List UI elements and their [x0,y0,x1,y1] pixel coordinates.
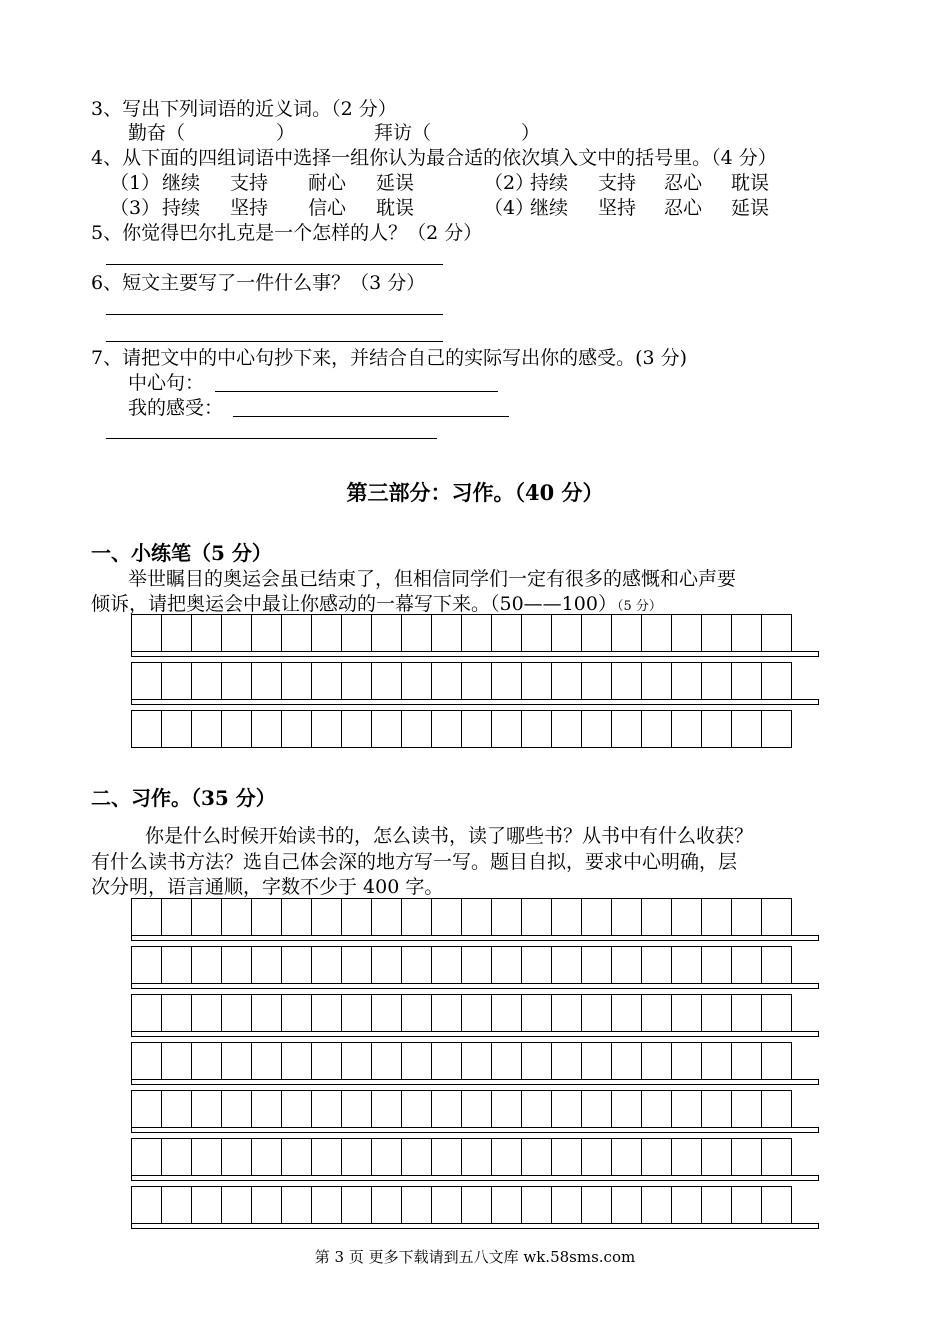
grid-cell[interactable] [701,1138,732,1176]
grid-cell[interactable] [221,662,252,700]
q4-option-1-word-3: 耐心 [308,172,347,194]
grid-cell[interactable] [761,1138,792,1176]
q7-feeling-line-1[interactable] [233,416,509,417]
grid-cell[interactable] [131,1042,162,1080]
q4-option-3-label: （3） [110,197,161,219]
grid-cell[interactable] [521,946,552,984]
grid-cell[interactable] [461,662,492,700]
grid-row [131,710,791,748]
grid-cell[interactable] [521,1090,552,1128]
grid-cell[interactable] [551,994,582,1032]
q4-option-2-label: （2） [484,172,535,194]
grid-cell[interactable] [731,898,762,936]
grid-cell[interactable] [701,1186,732,1224]
q6-answer-line-1[interactable] [106,314,443,315]
grid-cell[interactable] [221,946,252,984]
grid-cell[interactable] [401,898,432,936]
grid-row-separator [131,1175,819,1181]
grid-cell[interactable] [491,898,522,936]
grid-cell[interactable] [251,614,282,652]
grid-cell[interactable] [581,1090,612,1128]
q3-item-1-close: ） [276,122,296,144]
grid-cell[interactable] [311,1138,342,1176]
q3-item-1: 勤奋（ [128,122,186,144]
grid-cell[interactable] [281,1186,312,1224]
grid-row-separator [131,983,819,989]
question-5: 5、你觉得巴尔扎克是一个怎样的人？（2 分） [91,222,483,244]
q3-item-2-close: ） [521,122,541,144]
q4-option-3-word-2: 坚持 [230,197,269,219]
grid-cell[interactable] [761,1090,792,1128]
grid-cell[interactable] [131,662,162,700]
grid-cell[interactable] [581,710,612,748]
grid-cell[interactable] [401,614,432,652]
grid-cell[interactable] [671,946,702,984]
grid-cell[interactable] [191,614,222,652]
part-3-title: 第三部分：习作。（40 分） [346,480,604,505]
grid-cell[interactable] [461,710,492,748]
grid-cell[interactable] [461,1090,492,1128]
grid-cell[interactable] [611,710,642,748]
grid-cell[interactable] [131,614,162,652]
grid-row [131,946,791,984]
grid-cell[interactable] [191,662,222,700]
grid-cell[interactable] [161,1138,192,1176]
grid-cell[interactable] [731,1042,762,1080]
grid-cell[interactable] [221,1090,252,1128]
grid-cell[interactable] [371,1090,402,1128]
grid-cell[interactable] [161,1090,192,1128]
grid-row [131,1186,791,1224]
grid-cell[interactable] [401,1042,432,1080]
grid-cell[interactable] [371,662,402,700]
grid-cell[interactable] [551,1042,582,1080]
q4-option-1-word-4: 延误 [376,172,415,194]
grid-cell[interactable] [551,614,582,652]
grid-cell[interactable] [611,662,642,700]
grid-cell[interactable] [371,1186,402,1224]
question-4: 4、从下面的四组词语中选择一组你认为最合适的依次填入文中的括号里。（4 分） [91,147,777,169]
grid-cell[interactable] [581,898,612,936]
grid-cell[interactable] [401,994,432,1032]
grid-cell[interactable] [431,662,462,700]
grid-cell[interactable] [311,1186,342,1224]
grid-cell[interactable] [611,1042,642,1080]
q4-option-4-word-4: 延误 [731,197,770,219]
q4-option-4-word-3: 忍心 [664,197,703,219]
grid-cell[interactable] [431,1138,462,1176]
grid-cell[interactable] [551,1138,582,1176]
section-1-points: （5 分） [616,599,662,614]
grid-cell[interactable] [491,946,522,984]
grid-cell[interactable] [701,994,732,1032]
grid-cell[interactable] [491,1042,522,1080]
grid-cell[interactable] [431,898,462,936]
grid-cell[interactable] [671,994,702,1032]
grid-cell[interactable] [641,1138,672,1176]
grid-cell[interactable] [551,1090,582,1128]
grid-cell[interactable] [521,710,552,748]
section-2-line-2: 有什么读书方法？选自己体会深的地方写一写。题目自拟，要求中心明确，层 [91,851,738,873]
grid-cell[interactable] [461,994,492,1032]
grid-cell[interactable] [551,710,582,748]
grid-cell[interactable] [641,614,672,652]
q7-central-line[interactable] [215,391,498,392]
grid-cell[interactable] [131,1186,162,1224]
grid-row [131,662,791,700]
grid-cell[interactable] [281,946,312,984]
grid-cell[interactable] [131,898,162,936]
grid-cell[interactable] [251,662,282,700]
grid-cell[interactable] [191,1042,222,1080]
q7-feeling-line-2[interactable] [106,438,437,439]
grid-cell[interactable] [521,1042,552,1080]
grid-cell[interactable] [401,662,432,700]
grid-cell[interactable] [581,1042,612,1080]
grid-cell[interactable] [431,1090,462,1128]
grid-cell[interactable] [371,946,402,984]
page-footer: 第 3 页 更多下载请到五八文库 wk.58sms.com [314,1248,636,1266]
grid-cell[interactable] [251,1042,282,1080]
grid-row-separator [131,1031,819,1037]
grid-cell[interactable] [581,946,612,984]
grid-cell[interactable] [581,662,612,700]
q4-option-row-1 [0,171,950,195]
question-6: 6、短文主要写了一件什么事？（3 分） [91,272,426,294]
grid-cell[interactable] [131,710,162,748]
q5-answer-line[interactable] [106,264,443,265]
grid-cell[interactable] [221,614,252,652]
grid-cell[interactable] [611,1090,642,1128]
grid-cell[interactable] [371,1138,402,1176]
grid-cell[interactable] [221,1042,252,1080]
grid-cell[interactable] [731,946,762,984]
grid-cell[interactable] [281,1042,312,1080]
grid-cell[interactable] [341,710,372,748]
grid-cell[interactable] [191,946,222,984]
grid-cell[interactable] [581,1138,612,1176]
grid-cell[interactable] [161,614,192,652]
grid-cell[interactable] [191,1090,222,1128]
grid-cell[interactable] [641,994,672,1032]
grid-cell[interactable] [371,614,402,652]
grid-cell[interactable] [371,1042,402,1080]
grid-cell[interactable] [461,946,492,984]
grid-row-separator [131,1079,819,1085]
grid-row-separator [131,1127,819,1133]
grid-cell[interactable] [671,710,702,748]
grid-cell[interactable] [131,994,162,1032]
grid-cell[interactable] [221,1186,252,1224]
grid-cell[interactable] [161,662,192,700]
grid-cell[interactable] [311,898,342,936]
grid-cell[interactable] [161,1042,192,1080]
grid-cell[interactable] [551,898,582,936]
grid-cell[interactable] [731,662,762,700]
grid-cell[interactable] [431,1186,462,1224]
grid-row-separator [131,651,819,657]
section-1-line-1: 举世瞩目的奥运会虽已结束了，但相信同学们一定有很多的感慨和心声要 [128,568,737,590]
grid-cell[interactable] [461,1042,492,1080]
grid-cell[interactable] [371,994,402,1032]
grid-row [131,994,791,1032]
grid-cell[interactable] [671,1042,702,1080]
grid-row-separator [131,699,819,705]
q4-option-1-word-2: 支持 [230,172,269,194]
grid-cell[interactable] [191,994,222,1032]
grid-cell[interactable] [251,898,282,936]
grid-cell[interactable] [671,898,702,936]
grid-cell[interactable] [761,662,792,700]
grid-cell[interactable] [581,994,612,1032]
grid-cell[interactable] [521,1186,552,1224]
q4-option-4-word-2: 坚持 [598,197,637,219]
grid-cell[interactable] [341,614,372,652]
q4-option-3-word-3: 信心 [308,197,347,219]
grid-cell[interactable] [431,614,462,652]
grid-cell[interactable] [341,1186,372,1224]
grid-row [131,1090,791,1128]
grid-cell[interactable] [491,1090,522,1128]
grid-cell[interactable] [671,1090,702,1128]
grid-cell[interactable] [311,614,342,652]
grid-cell[interactable] [701,898,732,936]
q4-option-3-word-1: 持续 [162,197,201,219]
grid-row [131,614,791,652]
grid-cell[interactable] [521,994,552,1032]
grid-cell[interactable] [311,1090,342,1128]
grid-cell[interactable] [491,662,522,700]
grid-cell[interactable] [761,994,792,1032]
grid-cell[interactable] [221,898,252,936]
grid-cell[interactable] [311,994,342,1032]
grid-cell[interactable] [161,994,192,1032]
grid-cell[interactable] [191,710,222,748]
grid-cell[interactable] [371,898,402,936]
grid-cell[interactable] [671,1138,702,1176]
q4-option-2-word-4: 耽误 [731,172,770,194]
q4-option-1-label: （1） [110,172,161,194]
grid-cell[interactable] [641,1186,672,1224]
grid-cell[interactable] [761,898,792,936]
grid-cell[interactable] [761,1186,792,1224]
question-7: 7、请把文中的中心句抄下来，并结合自己的实际写出你的感受。(3 分) [91,347,688,369]
grid-cell[interactable] [761,1042,792,1080]
grid-cell[interactable] [191,1138,222,1176]
grid-cell[interactable] [491,1138,522,1176]
grid-cell[interactable] [461,898,492,936]
grid-cell[interactable] [161,898,192,936]
grid-cell[interactable] [551,1186,582,1224]
section-2-heading: 二、习作。（35 分） [91,786,276,810]
grid-cell[interactable] [731,1090,762,1128]
grid-cell[interactable] [431,946,462,984]
grid-cell[interactable] [731,1138,762,1176]
grid-cell[interactable] [701,1090,732,1128]
grid-cell[interactable] [761,710,792,748]
grid-cell[interactable] [281,662,312,700]
grid-cell[interactable] [611,898,642,936]
grid-cell[interactable] [611,994,642,1032]
grid-cell[interactable] [341,1090,372,1128]
question-3: 3、写出下列词语的近义词。（2 分） [91,98,397,120]
grid-cell[interactable] [311,662,342,700]
grid-cell[interactable] [401,710,432,748]
grid-cell[interactable] [671,1186,702,1224]
grid-cell[interactable] [311,1042,342,1080]
grid-cell[interactable] [281,1090,312,1128]
grid-cell[interactable] [281,614,312,652]
grid-cell[interactable] [731,614,762,652]
grid-cell[interactable] [581,1186,612,1224]
q6-answer-line-2[interactable] [106,341,443,342]
grid-cell[interactable] [281,898,312,936]
grid-cell[interactable] [221,994,252,1032]
grid-cell[interactable] [641,898,672,936]
grid-cell[interactable] [491,1186,522,1224]
grid-cell[interactable] [401,1090,432,1128]
section-2-line-1: 你是什么时候开始读书的，怎么读书，读了哪些书？从书中有什么收获？ [145,825,754,847]
grid-cell[interactable] [191,1186,222,1224]
grid-cell[interactable] [341,994,372,1032]
grid-cell[interactable] [521,662,552,700]
grid-cell[interactable] [551,662,582,700]
q4-option-2-word-3: 忍心 [664,172,703,194]
grid-cell[interactable] [341,898,372,936]
grid-cell[interactable] [611,614,642,652]
q4-option-4-word-1: 继续 [530,197,569,219]
grid-cell[interactable] [131,1090,162,1128]
grid-cell[interactable] [371,710,402,748]
q3-item-2: 拜访（ [374,122,432,144]
grid-cell[interactable] [551,946,582,984]
grid-cell[interactable] [491,994,522,1032]
grid-cell[interactable] [641,946,672,984]
grid-cell[interactable] [431,710,462,748]
grid-cell[interactable] [131,1138,162,1176]
section-2-line-3: 次分明，语言通顺，字数不少于 400 字。 [91,876,444,898]
grid-cell[interactable] [401,1186,432,1224]
grid-cell[interactable] [281,710,312,748]
grid-cell[interactable] [611,1138,642,1176]
grid-cell[interactable] [431,1042,462,1080]
grid-cell[interactable] [251,1138,282,1176]
grid-cell[interactable] [341,946,372,984]
q4-option-2-word-1: 持续 [530,172,569,194]
grid-cell[interactable] [401,946,432,984]
grid-cell[interactable] [251,1186,282,1224]
grid-cell[interactable] [761,614,792,652]
q4-option-3-word-4: 耽误 [376,197,415,219]
grid-cell[interactable] [341,662,372,700]
grid-cell[interactable] [641,1090,672,1128]
grid-cell[interactable] [641,710,672,748]
grid-cell[interactable] [461,614,492,652]
q4-option-1-word-1: 继续 [162,172,201,194]
grid-cell[interactable] [761,946,792,984]
q4-option-row-2 [0,196,950,220]
grid-cell[interactable] [251,994,282,1032]
grid-cell[interactable] [581,614,612,652]
grid-row-separator [131,1223,819,1229]
grid-row [131,1138,791,1176]
grid-cell[interactable] [521,614,552,652]
grid-cell[interactable] [701,710,732,748]
q7-central-label: 中心句： [128,372,205,394]
grid-cell[interactable] [221,710,252,748]
grid-cell[interactable] [251,946,282,984]
grid-cell[interactable] [281,1138,312,1176]
grid-cell[interactable] [311,710,342,748]
grid-cell[interactable] [251,1090,282,1128]
grid-row [131,1042,791,1080]
grid-cell[interactable] [251,710,282,748]
grid-cell[interactable] [341,1042,372,1080]
grid-cell[interactable] [161,946,192,984]
grid-cell[interactable] [671,662,702,700]
grid-cell[interactable] [161,1186,192,1224]
grid-cell[interactable] [431,994,462,1032]
grid-cell[interactable] [641,662,672,700]
grid-row [131,898,791,936]
section-1-heading: 一、小练笔（5 分） [91,541,272,565]
grid-cell[interactable] [491,614,522,652]
grid-cell[interactable] [701,1042,732,1080]
grid-cell[interactable] [461,1138,492,1176]
grid-cell[interactable] [731,710,762,748]
grid-cell[interactable] [731,994,762,1032]
grid-cell[interactable] [701,614,732,652]
grid-cell[interactable] [671,614,702,652]
grid-cell[interactable] [491,710,522,748]
grid-cell[interactable] [731,1186,762,1224]
grid-cell[interactable] [461,1186,492,1224]
grid-cell[interactable] [641,1042,672,1080]
grid-cell[interactable] [701,946,732,984]
grid-cell[interactable] [341,1138,372,1176]
grid-cell[interactable] [611,1186,642,1224]
grid-cell[interactable] [701,662,732,700]
grid-cell[interactable] [281,994,312,1032]
grid-cell[interactable] [521,1138,552,1176]
grid-cell[interactable] [401,1138,432,1176]
grid-cell[interactable] [221,1138,252,1176]
q4-option-4-label: （4） [484,197,535,219]
section-1-line-2-text: 倾诉，请把奥运会中最让你感动的一幕写下来。（50——100） [91,593,617,615]
grid-row-separator [131,935,819,941]
grid-cell[interactable] [521,898,552,936]
grid-cell[interactable] [131,946,162,984]
grid-cell[interactable] [311,946,342,984]
grid-cell[interactable] [191,898,222,936]
q4-option-2-word-2: 支持 [598,172,637,194]
grid-cell[interactable] [611,946,642,984]
grid-cell[interactable] [161,710,192,748]
q7-feeling-label: 我的感受： [128,397,224,419]
